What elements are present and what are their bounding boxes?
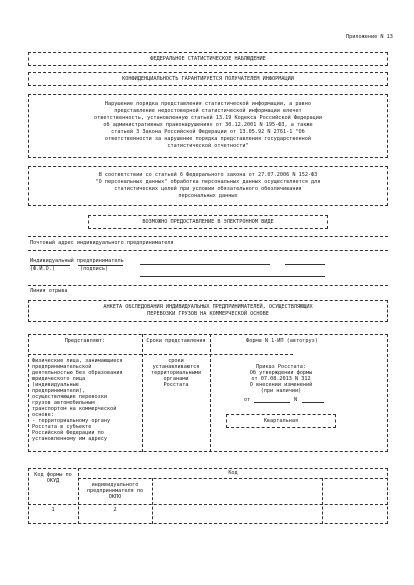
entrepreneur-extra-line[interactable] bbox=[140, 276, 325, 277]
liability-line: ответственности за нарушение порядка представления государственной bbox=[104, 136, 312, 142]
submitters-line: деятельностью без образования bbox=[32, 370, 123, 376]
code-table-col-divider bbox=[322, 478, 323, 524]
submitters-line: юридического лица bbox=[32, 376, 86, 382]
liability-line: представление недостоверной статистической информации влечет bbox=[114, 108, 302, 114]
personal-data-line: персональных данных bbox=[178, 193, 238, 199]
liability-line: об административных правонарушениях от 30.12.2001 N 195-ФЗ, а также bbox=[103, 122, 313, 128]
code-col-number-1: 1 bbox=[51, 507, 55, 513]
personal-data-line: В соответствии со статьей 6 Федерального закона от 27.07.2006 N 152-ФЗ bbox=[98, 172, 318, 178]
divider bbox=[28, 285, 388, 286]
deadline-line: сроки bbox=[168, 358, 184, 364]
form-number-header: Форма N 1-ИП (автогруз) bbox=[246, 338, 318, 344]
liability-line: ответственность, установленную статьей 13.19 Кодекса Российской Федерации bbox=[94, 115, 322, 121]
submitters-line: осуществляющие перевозки bbox=[32, 394, 107, 400]
electronic-option-text: ВОЗМОЖНО ПРЕДОСТАВЛЕНИЕ В ЭЛЕКТРОННОМ ВИДЕ bbox=[142, 219, 274, 225]
liability-line: Нарушение порядка представления статистической информации, а равно bbox=[104, 101, 312, 107]
confidentiality-box bbox=[28, 72, 388, 86]
code-okpo-subheader: индивидуального предпринимателя по ОКПО bbox=[86, 482, 144, 501]
order-n-label: N bbox=[294, 397, 298, 403]
code-form-header: Код формы по ОКУД bbox=[34, 472, 72, 485]
submitters-line: (индивидуальные bbox=[32, 382, 79, 388]
submitters-line: Российской Федерации по bbox=[32, 430, 104, 436]
entrepreneur-name-line[interactable] bbox=[140, 264, 270, 265]
table-col-divider bbox=[142, 334, 143, 452]
order-number-field[interactable] bbox=[302, 402, 324, 403]
submitters-header: Представляют: bbox=[64, 338, 106, 344]
code-col-number-2: 2 bbox=[113, 507, 117, 513]
table-col-divider bbox=[210, 334, 211, 452]
code-table-row-divider bbox=[78, 478, 388, 479]
form-title-box bbox=[28, 52, 388, 66]
liability-line: статистической отчетности" bbox=[167, 143, 249, 149]
signature-underline bbox=[78, 265, 123, 266]
entrepreneur-signature-line[interactable] bbox=[285, 264, 325, 265]
fio-label: (Ф.И.О.) bbox=[30, 266, 55, 272]
order-line: (при наличии) bbox=[260, 388, 302, 394]
confidentiality-text: КОНФИДЕНЦИАЛЬНОСТЬ ГАРАНТИРУЕТСЯ ПОЛУЧАТЕЛЕМ ИНФОРМАЦИИ bbox=[122, 76, 294, 82]
signature-label: (подпись) bbox=[80, 266, 109, 272]
form-title: ФЕДЕРАЛЬНОЕ СТАТИСТИЧЕСКОЕ НАБЛЮДЕНИЕ bbox=[150, 56, 266, 62]
submitters-line: - территориальному органу bbox=[32, 418, 111, 424]
order-line: Приказ Росстата: bbox=[256, 364, 306, 370]
order-date-field[interactable] bbox=[254, 402, 290, 403]
code-table-col-divider bbox=[152, 478, 153, 524]
personal-data-line: статистических целей при условии обязательного обезличивания bbox=[114, 186, 302, 192]
deadline-line: Росстата bbox=[163, 382, 189, 388]
deadline-line: органами bbox=[163, 376, 189, 382]
deadline-line: территориальными bbox=[151, 370, 201, 376]
periodicity-box bbox=[226, 414, 336, 428]
postal-address-label: Почтовый адрес индивидуального предпринимателя bbox=[30, 240, 174, 246]
liability-line: статьей 3 Закона Российской Федерации от 13.05.92 N 2761-1 "Об bbox=[111, 129, 305, 135]
entrepreneur-label: Индивидуальный предприниматель bbox=[30, 258, 124, 264]
personal-data-notice-box bbox=[28, 166, 388, 206]
order-line: Об утверждении формы bbox=[249, 370, 313, 376]
code-table-col-divider bbox=[78, 468, 79, 524]
electronic-option-box bbox=[88, 215, 328, 229]
form-name-line: АНКЕТА ОБСЛЕДОВАНИЯ ИНДИВИДУАЛЬНЫХ ПРЕДПРИНИМАТЕЛЕЙ, ОСУЩЕСТВЛЯЮЩИХ bbox=[103, 304, 313, 310]
code-header: Код bbox=[228, 470, 238, 476]
submitters-line: предпринимательской bbox=[32, 364, 92, 370]
order-line: от 07.08.2013 N 312 bbox=[251, 376, 311, 382]
divider bbox=[28, 250, 388, 251]
submitters-line: основе: bbox=[32, 412, 54, 418]
appendix-label: Приложение N 13 bbox=[346, 34, 393, 40]
tear-off-label: Линия отрыва bbox=[30, 288, 68, 294]
table-row-divider bbox=[28, 354, 293, 355]
submitters-line: Физические лица, занимающиеся bbox=[32, 358, 123, 364]
submitters-line: установленному им адресу bbox=[32, 436, 107, 442]
divider bbox=[28, 236, 388, 237]
deadline-line: устанавливаются bbox=[152, 364, 200, 370]
submitters-line: грузов автомобильным bbox=[32, 400, 95, 406]
form-name-line: ПЕРЕВОЗКИ ГРУЗОВ НА КОММЕРЧЕСКОЙ ОСНОВЕ bbox=[147, 311, 269, 317]
order-line: О внесении изменений bbox=[249, 382, 313, 388]
deadline-header: Сроки представления bbox=[146, 338, 206, 344]
form-name-box bbox=[28, 300, 388, 322]
submitters-line: транспортом на коммерческой bbox=[32, 406, 117, 412]
personal-data-line: "О персональных данных" обработка персональных данных осуществляется для bbox=[95, 179, 321, 185]
code-table-row-divider bbox=[28, 504, 388, 505]
order-from-label: от bbox=[244, 397, 251, 403]
periodicity-text: Квартальная bbox=[263, 418, 299, 424]
fio-underline bbox=[30, 265, 70, 266]
liability-notice-box bbox=[28, 94, 388, 158]
submitters-line: Росстата в субъекте bbox=[32, 424, 92, 430]
submitters-line: предприниматели), bbox=[32, 388, 86, 394]
